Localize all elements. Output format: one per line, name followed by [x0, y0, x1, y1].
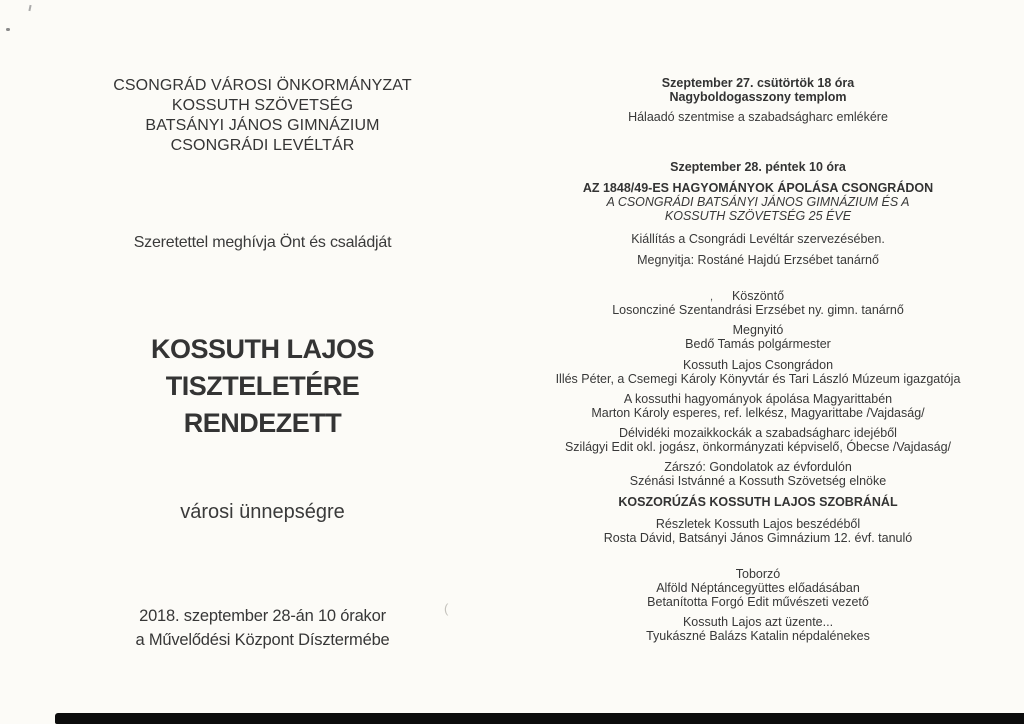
- programme-column: [536, 76, 980, 643]
- exhibition-opener: Megnyitja: Rostáné Hajdú Erzsébet tanárnő: [637, 253, 879, 267]
- invitation-line: Szeretettel meghívja Önt és családját: [133, 234, 392, 251]
- programme-item-person: Rosta Dávid, Batsányi János Gimnázium 12. évf. tanuló: [603, 531, 913, 545]
- organizer-list: [60, 76, 465, 156]
- programme-item-title: Köszöntő: [731, 289, 785, 303]
- date-location-block: [60, 604, 465, 652]
- programme-item-person: Marton Károly esperes, ref. lelkész, Magyarittabe /Vajdaság/: [591, 406, 925, 420]
- event-title-line: RENDEZETT: [183, 408, 342, 438]
- event1-description: Hálaadó szentmise a szabadságharc emlékére: [628, 110, 888, 124]
- programme-item-title: Zárszó: Gondolatok az évfordulón: [664, 460, 852, 474]
- programme-item-person: Alföld Néptáncegyüttes előadásában: [656, 581, 860, 595]
- programme-item-person: Illés Péter, a Csemegi Károly Könyvtár és Tari László Múzeum igazgatója: [555, 372, 961, 386]
- programme-item-title: Részletek Kossuth Lajos beszédéből: [655, 517, 861, 531]
- organizer-line: CSONGRÁDI LEVÉLTÁR: [170, 137, 355, 154]
- wreath-laying-heading: KOSZORÚZÁS KOSSUTH LAJOS SZOBRÁNÁL: [618, 495, 898, 509]
- scan-speck: [6, 28, 10, 31]
- organizer-line: CSONGRÁD VÁROSI ÖNKORMÁNYZAT: [113, 77, 412, 94]
- programme-item-person: Losoncziné Szentandrási Erzsébet ny. gimn. tanárnő: [612, 303, 904, 317]
- scanner-edge-bar: [55, 713, 1024, 724]
- event-type-line: városi ünnepségre: [180, 501, 345, 523]
- scan-speck: [28, 5, 31, 11]
- organizer-line: KOSSUTH SZÖVETSÉG: [171, 97, 354, 114]
- event-title-line: KOSSUTH LAJOS: [150, 334, 375, 364]
- programme-item-title: Toborzó: [735, 567, 781, 581]
- event1-datetime: Szeptember 27. csütörtök 18 óra: [661, 76, 855, 90]
- date-line: 2018. szeptember 28-án 10 órakor: [139, 607, 386, 625]
- programme-item-person: Bedő Tamás polgármester: [685, 337, 831, 351]
- programme-item-title: A kossuthi hagyományok ápolása Magyarittabén: [623, 392, 893, 406]
- programme-item-person: Szénási Istvánné a Kossuth Szövetség elnöke: [629, 474, 887, 488]
- organizer-line: BATSÁNYI JÁNOS GIMNÁZIUM: [145, 117, 380, 134]
- programme-item-title: Kossuth Lajos Csongrádon: [682, 358, 834, 372]
- exhibition-title: AZ 1848/49-ES HAGYOMÁNYOK ÁPOLÁSA CSONGRÁDON: [582, 181, 934, 195]
- exhibition-organizer: Kiállítás a Csongrádi Levéltár szervezésében.: [631, 232, 885, 246]
- location-line: a Művelődési Központ Dísztermébe: [135, 631, 390, 649]
- exhibition-subtitle: KOSSUTH SZÖVETSÉG 25 ÉVE: [664, 209, 852, 223]
- event2-datetime: Szeptember 28. péntek 10 óra: [670, 160, 846, 174]
- scan-mark: (: [444, 601, 449, 616]
- scan-mark: ,: [710, 291, 714, 303]
- event-title-line: TISZTELETÉRE: [165, 371, 360, 401]
- event1-venue: Nagyboldogasszony templom: [669, 90, 847, 104]
- event-title: [60, 331, 465, 442]
- programme-item-person: Betanította Forgó Edit művészeti vezető: [647, 595, 869, 609]
- programme-item-person: Szilágyi Edit okl. jogász, önkormányzati képviselő, Óbecse /Vajdaság/: [564, 440, 952, 454]
- programme-item-title: Kossuth Lajos azt üzente...: [682, 615, 834, 629]
- programme-item-person: Tyukászné Balázs Katalin népdalénekes: [646, 629, 870, 643]
- programme-item-title: Délvidéki mozaikkockák a szabadságharc idejéből: [619, 426, 897, 440]
- exhibition-subtitle: A CSONGRÁDI BATSÁNYI JÁNOS GIMNÁZIUM ÉS A: [606, 195, 910, 209]
- programme-item-title: Megnyitó: [732, 323, 784, 337]
